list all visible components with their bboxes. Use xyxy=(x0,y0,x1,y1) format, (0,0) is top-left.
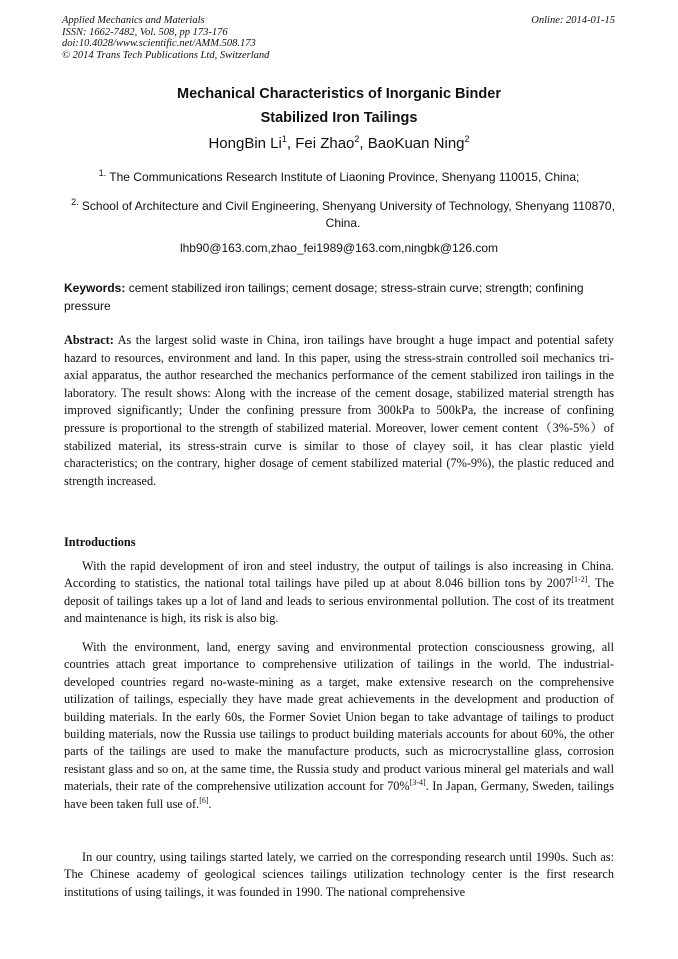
citation-ref: [6] xyxy=(199,795,209,805)
keywords-label: Keywords: xyxy=(64,281,126,295)
intro-paragraph-3 xyxy=(64,849,614,901)
abstract-text: As the largest solid waste in China, iron tailings have brought a huge impact and potential safety hazard to resources, environment and land. In this paper, using the stress-strain controlled soil mechanics tri-axial apparatus, the author researched the mechanics performance of the cement stabilized iron tailings in the laboratory. The result shows: Along with the increase of the cement dosage, stabilized material strength has improved significantly; Under the confining pressure from 300kPa to 500kPa, the increase of confining pressure is proportional to the strength of stabilized material. Moreover, lower cement content（3%-5%）of stabilized material, its stress-strain curve is similar to those of clayey soil, it has clear plastic yield characteristics; on the contrary, higher dosage of cement stabilized material (7%-9%), the plastic reduced and strength increased. xyxy=(64,333,614,488)
title-line-1: Mechanical Characteristics of Inorganic Binder xyxy=(177,86,501,102)
issn-line: ISSN: 1662-7482, Vol. 508, pp 173-176 xyxy=(62,26,228,38)
author-affiliation-mark: 2 xyxy=(464,134,470,144)
paragraph-text: With the environment, land, energy saving and environmental protection consciousness growing, all countries attach great importance to comprehensive utilization of tailings in the world. The industrial-developed countries regard no-waste-mining as a target, make extensive research on the comprehensive utilization of tailings, especially they have made great achievements in the development and production of building materials. In the early 60s, the Former Soviet Union began to take advantage of tailings to product building materials, now the Russia use tailings to product building materials accounts for about 60%, the other parts of the tailings are used to make the manufacture products, such as microcrystalline glass, corrosion resistant glass and so on, at the same time, the Russia study and product various mineral gel materials and wall materials, their rate of the comprehensive utilization account for 70% xyxy=(64,640,614,794)
abstract-label: Abstract: xyxy=(64,333,114,347)
author-name: Fei Zhao xyxy=(295,135,355,152)
author-name: BaoKuan Ning xyxy=(367,135,465,152)
paragraph-text: With the rapid development of iron and steel industry, the output of tailings is also increasing in China. According to statistics, the national total tailings have piled up at about 8.046 billion tons by 2007 xyxy=(64,559,614,591)
online-date: Online: 2014-01-15 xyxy=(531,15,615,26)
paragraph-text: In our country, using tailings started lately, we carried on the corresponding research until 1990s. Such as: The Chinese academy of geological sciences tailings utilization technology center is the first research institutions of using tailings, it was founded in 1990. The national comprehensive xyxy=(64,850,614,899)
title-line-2: Stabilized Iron Tailings xyxy=(260,110,418,126)
paragraph-text: . In Japan, Germany, Sweden, tailings have been taken full use of. xyxy=(64,779,614,811)
copyright-line: © 2014 Trans Tech Publications Ltd, Switzerland xyxy=(62,49,270,61)
citation-ref: [1-2] xyxy=(571,575,588,585)
author-list: HongBin Li$^1$, Fei Zhao$^2$, BaoKuan Ning$^2$ xyxy=(208,134,470,152)
affiliation-1 xyxy=(62,165,616,186)
paper-title xyxy=(0,82,678,130)
journal-name: Applied Mechanics and Materials xyxy=(62,15,205,26)
affiliation-text: The Communications Research Institute of Liaoning Province, Shenyang 110015, China; xyxy=(109,170,580,184)
keywords-text: cement stabilized iron tailings; cement dosage; stress-strain curve; strength; confining pressure xyxy=(64,281,584,313)
intro-paragraph-2 xyxy=(64,639,614,813)
intro-paragraph-1 xyxy=(64,558,614,628)
affiliation-mark: 1. xyxy=(98,168,107,178)
abstract-section xyxy=(64,332,614,490)
author-emails: lhb90@163.com,zhao_fei1989@163.com,ningbk@126.com xyxy=(179,241,499,255)
journal-header xyxy=(62,15,269,61)
affiliation-text: School of Architecture and Civil Engineering, Shenyang University of Technology, Shenyang 110870, China. xyxy=(81,199,615,230)
keywords-section xyxy=(64,279,614,315)
paragraph-text: . xyxy=(208,796,212,811)
author-affiliation-mark: 1 xyxy=(281,134,287,144)
affiliation-mark: 2. xyxy=(71,197,79,207)
doi-line: doi:10.4028/www.scientific.net/AMM.508.173 xyxy=(62,38,256,49)
affiliation-2 xyxy=(70,194,616,232)
section-heading: Introductions xyxy=(64,535,136,549)
author-affiliation-mark: 2 xyxy=(354,134,360,144)
citation-ref: [3-4] xyxy=(409,778,426,788)
paragraph-text: . The deposit of tailings takes up a lot of land and leads to serious environmental pollution. The cost of its treatment and maintenance is high, its risk is also big. xyxy=(64,576,614,626)
author-name: HongBin Li xyxy=(208,135,282,152)
